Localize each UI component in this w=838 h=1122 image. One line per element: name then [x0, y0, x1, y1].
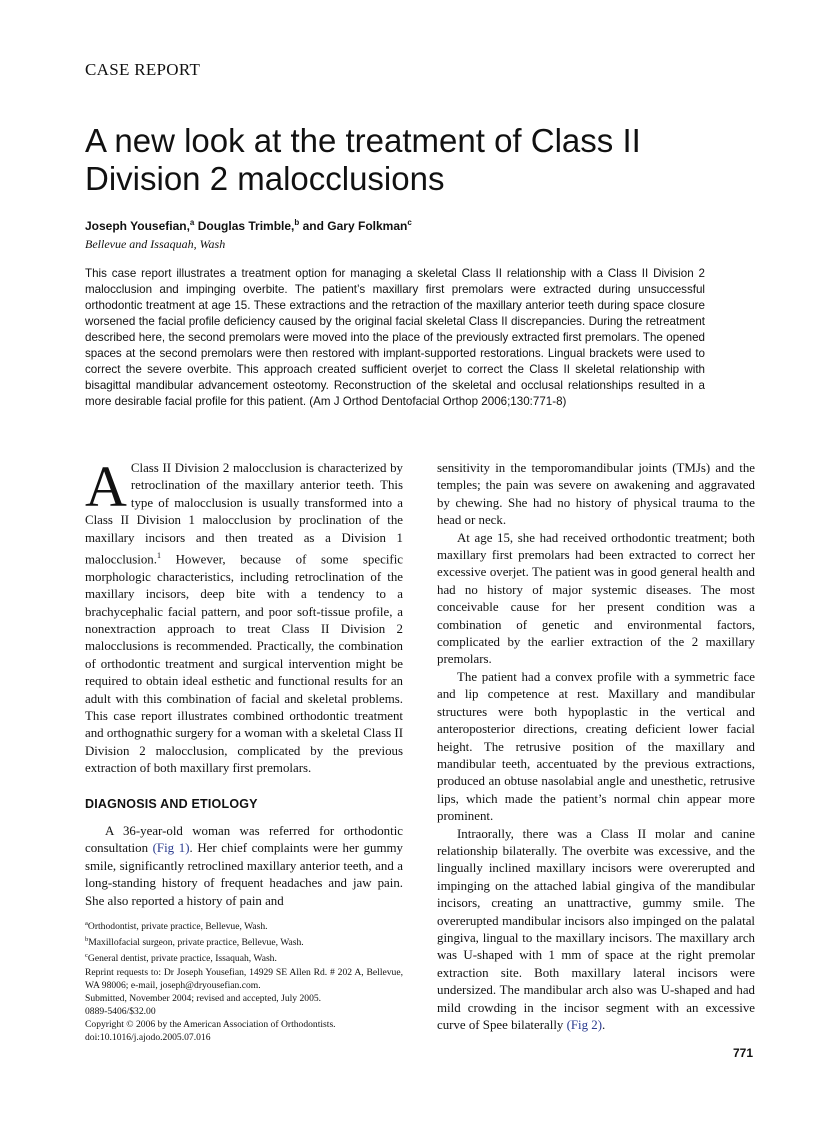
- reprint-requests: Reprint requests to: Dr Joseph Yousefian, 14929 SE Allen Rd. # 202 A, Bellevue, WA 98006; e-mail, joseph@dryousefian.com.: [85, 966, 403, 991]
- issn: 0889-5406/$32.00: [85, 1005, 156, 1017]
- paragraph-text: A 36-year-old woman was referred for orthodontic consultation: [85, 824, 403, 856]
- footnote: [85, 933, 403, 949]
- footnote-text: Maxillofacial surgeon, private practice, Bellevue, Wash.: [88, 937, 304, 949]
- paragraph: The patient had a convex profile with a symmetric face and lip competence at rest. Maxillary and mandibular structures were both hypoplastic in the vertical and anteroposterior directions, creating deficient lower facial height. The retrusive position of the maxillary and mandibular teeth, accentuated by the previous extractions, produced an obtuse nasolabial angle and unesthetic, retrusive lips, which made the patient’s normal chin appear more prominent.: [437, 669, 755, 824]
- paragraph-text: . Her chief complaints were her gummy smile, significantly retroclined maxillary anterior teeth, and a long-standing history of frequent headaches and jaw pain. She also reported a history of pain and: [85, 841, 403, 908]
- figure-link[interactable]: (Fig 1): [152, 841, 190, 856]
- doi-link[interactable]: doi:10.1016/j.ajodo.2005.07.016: [85, 1031, 211, 1043]
- section-heading: DIAGNOSIS AND ETIOLOGY: [85, 796, 258, 811]
- paragraph: At age 15, she had received orthodontic treatment; both maxillary first premolars had been extracted to correct her excessive overjet. The patient was in good general health and had no history of major systemic diseases. The most conceivable cause for her present condition was a combination of genetic and environmental factors, complicated by the earlier extraction of the 2 maxillary premolars.: [437, 530, 755, 667]
- footnote-mark: a: [85, 920, 88, 927]
- left-column: [85, 454, 403, 910]
- paragraph: sensitivity in the temporomandibular joints (TMJs) and the temples; the pain was severe on awakening and aggravated by chewing. She had no history of physical trauma to the head or neck.: [437, 461, 755, 528]
- article-title: A new look at the treatment of Class II Division 2 malocclusions: [85, 122, 641, 197]
- abstract: This case report illustrates a treatment option for managing a skeletal Class II relationship with a Class II Division 2 malocclusion and impinging overbite. The patient’s maxillary first premolars were extracted during unsuccessful orthodontic treatment at age 15. These extractions and the retraction of the maxillary anterior teeth during space closure worsened the facial profile deficiency caused by the original facial skeletal Class II discrepancies. During the retreatment described here, the second premolars were moved into the place of the previously extracted first premolars. The opened spaces at the second premolars were then restored with implant-supported restorations. Lingual brackets were used to correct the severe overbite. This approach created sufficient overjet to correct the Class II skeletal relationship with bisagittal mandibular advancement osteotomy. Reconstruction of the skeletal and occlusal relationships resulted in a more desirable facial profile for this patient. (Am J Orthod Dentofacial Orthop 2006;130:771-8): [85, 267, 705, 408]
- footnote-mark: b: [85, 936, 89, 944]
- author-list: [85, 218, 412, 233]
- affiliation: Bellevue and Issaquah, Wash: [85, 237, 226, 251]
- intro-paragraph: [85, 454, 403, 778]
- footnote-text: Orthodontist, private practice, Bellevue, Wash.: [87, 921, 268, 933]
- page-number: 771: [733, 1046, 754, 1060]
- author-name: and Gary Folkman: [299, 219, 408, 233]
- author-name: Joseph Yousefian,: [85, 219, 190, 233]
- intro-text: Class II Division 2 malocclusion is characterized by retroclination of the maxillary anterior teeth. This type of malocclusion is usually transformed into a Class II Division 1 malocclusion by proclination of the maxillary incisors and then treated as a Division 1 malocclusion.: [85, 461, 403, 567]
- section-label: CASE REPORT: [85, 60, 201, 79]
- author-mark: a: [189, 218, 195, 227]
- footnotes: [85, 917, 403, 1044]
- right-column: [437, 460, 755, 1034]
- diagnosis-paragraph: [85, 823, 403, 910]
- footnote-text: General dentist, private practice, Issaquah, Wash.: [87, 953, 277, 965]
- paragraph: [437, 826, 755, 1035]
- paragraph-text: .: [602, 1018, 606, 1032]
- paragraph-text: Intraorally, there was a Class II molar and canine relationship bilaterally. The overbite was excessive, and the lingually inclined maxillary incisors were overerupted and impinging on the attached labial gingiva of the mandibular incisors, creating an unattractive, gummy smile. The overerupted mandibular incisors also impinged on the palatal gingiva, lingual to the maxillary incisors. The maxillary arch was U-shaped with 1 mm of space at the right premolar extraction site. Both maxillary lateral incisors were undersized. The mandibular arch also was U-shaped and had mild crowding in the incisor segment with an excessive curve of Spee bilaterally: [437, 826, 755, 1032]
- copyright: Copyright © 2006 by the American Association of Orthodontists.: [85, 1018, 336, 1030]
- footnote: [85, 949, 403, 965]
- drop-cap: A: [85, 454, 127, 519]
- footnote: [85, 917, 403, 933]
- figure-link[interactable]: (Fig 2): [566, 1018, 603, 1032]
- intro-text: However, because of some specific morphologic characteristics, including retroclination of the maxillary incisors, deep bite with a tendency to a brachycephalic facial pattern, and poor soft-tissue profile, a nonextraction approach to treat Class II Division 2 malocclusions is recommended. Practically, the combination of orthodontic treatment and surgical intervention might be required to obtain ideal esthetic and functional results for an adult with this combination of facial and skeletal problems. This case report illustrates combined orthodontic treatment and orthognathic surgery for a woman with a skeletal Class II Division 2 malocclusion, complicated by the previous extraction of both maxillary first premolars.: [85, 552, 403, 776]
- author-name: Douglas Trimble,: [194, 219, 295, 233]
- footnote-mark: c: [85, 952, 88, 960]
- submission-dates: Submitted, November 2004; revised and accepted, July 2005.: [85, 992, 322, 1004]
- author-mark: c: [407, 218, 412, 227]
- author-mark: b: [294, 218, 300, 227]
- citation-link[interactable]: 1: [156, 551, 161, 561]
